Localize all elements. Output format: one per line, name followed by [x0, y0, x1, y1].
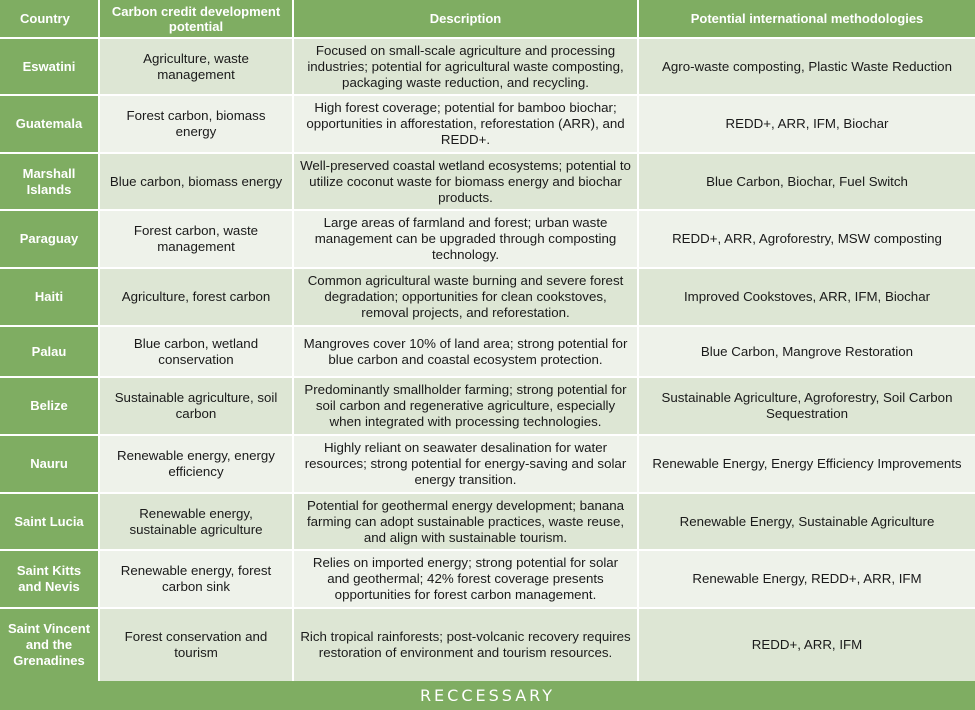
- description-cell: Mangroves cover 10% of land area; strong potential for blue carbon and coastal ecosystem protection.: [293, 326, 638, 377]
- country-cell: Saint Vincent and the Grenadines: [0, 608, 99, 682]
- country-cell: Marshall Islands: [0, 153, 99, 210]
- potential-cell: Agriculture, waste management: [99, 38, 293, 95]
- header-methodologies: Potential international methodologies: [638, 0, 975, 38]
- table-row: [0, 38, 975, 95]
- potential-cell: Forest carbon, waste management: [99, 210, 293, 268]
- description-cell: Common agricultural waste burning and severe forest degradation; opportunities for clean cookstoves, removal projects, and reforestation.: [293, 268, 638, 326]
- country-cell: Nauru: [0, 435, 99, 493]
- description-cell: Well-preserved coastal wetland ecosystems; potential to utilize coconut waste for biomass energy and biochar products.: [293, 153, 638, 210]
- methodologies-cell: Sustainable Agriculture, Agroforestry, Soil Carbon Sequestration: [638, 377, 975, 435]
- table-row: [0, 95, 975, 153]
- description-cell: High forest coverage; potential for bamboo biochar; opportunities in afforestation, reforestation (ARR), and REDD+.: [293, 95, 638, 153]
- country-cell: Saint Kitts and Nevis: [0, 550, 99, 608]
- methodologies-cell: Agro-waste composting, Plastic Waste Reduction: [638, 38, 975, 95]
- table-row: [0, 326, 975, 377]
- table-row: [0, 435, 975, 493]
- country-cell: Palau: [0, 326, 99, 377]
- country-cell: Saint Lucia: [0, 493, 99, 550]
- potential-cell: Sustainable agriculture, soil carbon: [99, 377, 293, 435]
- header-potential: Carbon credit development potential: [99, 0, 293, 38]
- country-cell: Haiti: [0, 268, 99, 326]
- methodologies-cell: Renewable Energy, REDD+, ARR, IFM: [638, 550, 975, 608]
- description-cell: Potential for geothermal energy development; banana farming can adopt sustainable practices, waste reuse, and align with sustainable tourism.: [293, 493, 638, 550]
- methodologies-cell: Blue Carbon, Mangrove Restoration: [638, 326, 975, 377]
- description-cell: Highly reliant on seawater desalination for water resources; strong potential for energy-saving and solar energy transition.: [293, 435, 638, 493]
- methodologies-cell: REDD+, ARR, Agroforestry, MSW composting: [638, 210, 975, 268]
- description-cell: Focused on small-scale agriculture and processing industries; potential for agricultural waste composting, packaging waste reduction, and recycling.: [293, 38, 638, 95]
- table-row: [0, 153, 975, 210]
- country-cell: Guatemala: [0, 95, 99, 153]
- country-cell: Belize: [0, 377, 99, 435]
- methodologies-cell: Improved Cookstoves, ARR, IFM, Biochar: [638, 268, 975, 326]
- description-cell: Predominantly smallholder farming; strong potential for soil carbon and regenerative agriculture, especially when integrated with processing technologies.: [293, 377, 638, 435]
- table-row: [0, 608, 975, 682]
- potential-cell: Blue carbon, wetland conservation: [99, 326, 293, 377]
- description-cell: Large areas of farmland and forest; urban waste management can be upgraded through composting technology.: [293, 210, 638, 268]
- description-cell: Relies on imported energy; strong potential for solar and geothermal; 42% forest coverage presents opportunities for forest carbon management.: [293, 550, 638, 608]
- potential-cell: Agriculture, forest carbon: [99, 268, 293, 326]
- brand-logo: RECCESSARY: [419, 686, 556, 705]
- header-country: Country: [0, 0, 99, 38]
- methodologies-cell: Blue Carbon, Biochar, Fuel Switch: [638, 153, 975, 210]
- table-row: [0, 268, 975, 326]
- table-row: [0, 210, 975, 268]
- potential-cell: Renewable energy, energy efficiency: [99, 435, 293, 493]
- potential-cell: Forest carbon, biomass energy: [99, 95, 293, 153]
- table-row: [0, 493, 975, 550]
- table-row: [0, 550, 975, 608]
- methodologies-cell: REDD+, ARR, IFM: [638, 608, 975, 682]
- header-description: Description: [293, 0, 638, 38]
- potential-cell: Renewable energy, forest carbon sink: [99, 550, 293, 608]
- table-row: [0, 377, 975, 435]
- potential-cell: Renewable energy, sustainable agriculture: [99, 493, 293, 550]
- country-cell: Paraguay: [0, 210, 99, 268]
- methodologies-cell: Renewable Energy, Sustainable Agriculture: [638, 493, 975, 550]
- potential-cell: Forest conservation and tourism: [99, 608, 293, 682]
- methodologies-cell: Renewable Energy, Energy Efficiency Improvements: [638, 435, 975, 493]
- table-header-row: [0, 0, 975, 38]
- potential-cell: Blue carbon, biomass energy: [99, 153, 293, 210]
- footer-bar: [0, 681, 975, 710]
- description-cell: Rich tropical rainforests; post-volcanic recovery requires restoration of environment and tourism resources.: [293, 608, 638, 682]
- country-cell: Eswatini: [0, 38, 99, 95]
- methodologies-cell: REDD+, ARR, IFM, Biochar: [638, 95, 975, 153]
